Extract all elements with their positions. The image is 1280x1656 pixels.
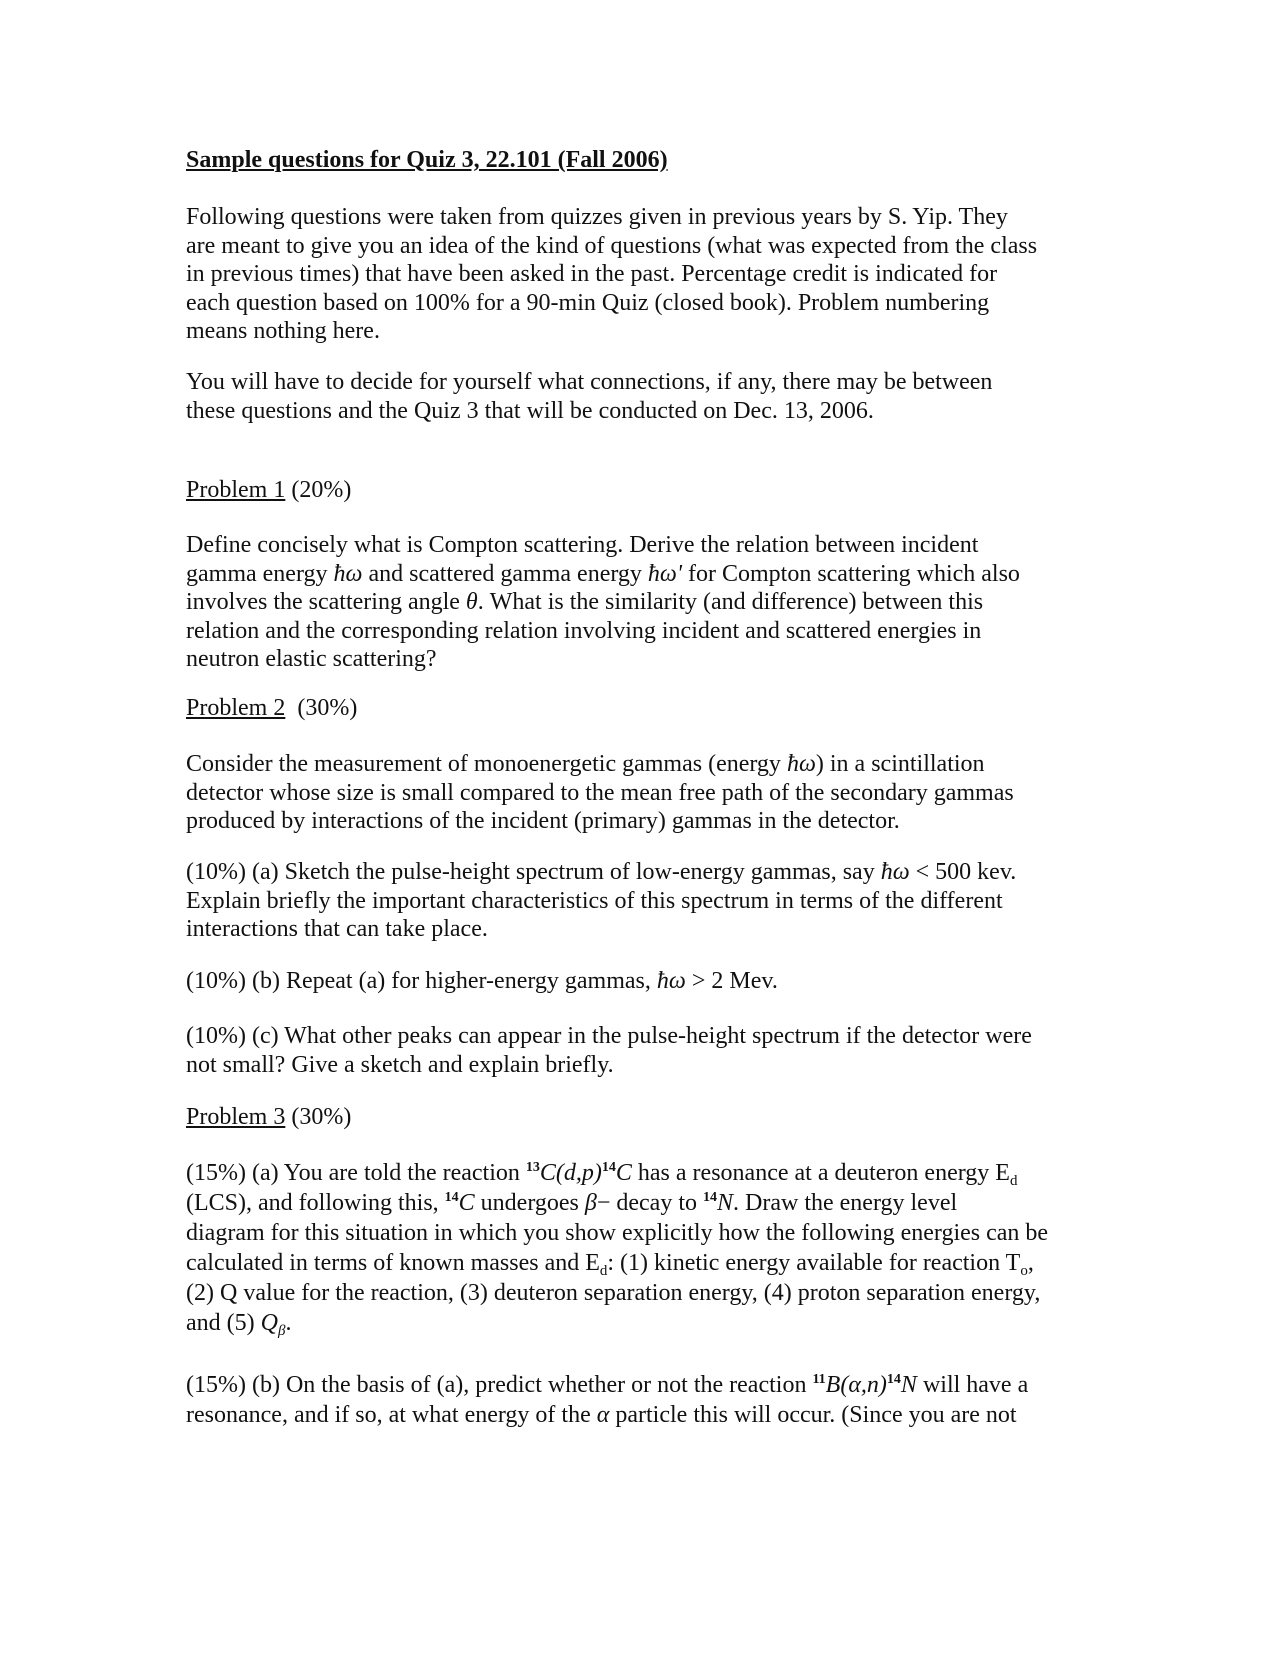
math-theta: θ [465, 589, 478, 615]
text-run: (10%) (b) Repeat (a) for higher-energy gammas, [186, 968, 657, 994]
mass-number: 14 [601, 1160, 616, 1175]
math-nucleus: C [615, 1160, 632, 1186]
problem-2a [186, 858, 1106, 944]
text-line [186, 858, 1106, 887]
math-hbar-omega: ħω [656, 968, 686, 994]
text-line: Following questions were taken from quizzes given in previous years by S. Yip. They [186, 204, 1008, 230]
text-run: ) in a scintillation [815, 751, 985, 777]
problem-2c [186, 1022, 1106, 1079]
problem-label: Problem 3 [186, 1104, 286, 1130]
math-nucleus: N [717, 1190, 734, 1216]
text-run: . Draw the energy level [733, 1190, 958, 1216]
text-line [186, 560, 1106, 589]
text-run: , [1027, 1250, 1034, 1276]
text-line: not small? Give a sketch and explain briefly. [186, 1051, 614, 1078]
mass-number: 14 [444, 1190, 459, 1205]
intro-paragraph-2 [186, 368, 1106, 425]
math-alpha: α [596, 1402, 610, 1428]
mass-number: 13 [525, 1160, 540, 1175]
text-line: detector whose size is small compared to the mean free path of the secondary gammas [186, 779, 1014, 806]
text-run: > 2 Mev. [685, 968, 778, 994]
text-line: neutron elastic scattering? [186, 646, 437, 672]
math-hbar-omega: ħω [333, 560, 363, 587]
problem-2b [186, 967, 1106, 996]
text-line: (10%) (c) What other peaks can appear in the pulse-height spectrum if the detector were [186, 1023, 1032, 1049]
text-line: in previous times) that have been asked in the past. Percentage credit is indicated for [186, 261, 998, 287]
text-run: and (5) [186, 1310, 261, 1336]
math-hbar-omega: ħω [880, 859, 910, 885]
text-run: for Compton scattering which also [681, 560, 1020, 587]
text-run: (LCS), and following this, [186, 1190, 445, 1216]
text-run: (10%) (a) Sketch the pulse-height spectrum of low-energy gammas, say [186, 859, 881, 885]
text-line: these questions and the Quiz 3 that will be conducted on Dec. 13, 2006. [186, 397, 874, 424]
page-title [186, 146, 1106, 175]
text-run: (15%) (b) On the basis of (a), predict whether or not the reaction [186, 1372, 813, 1398]
mass-number: 14 [886, 1372, 901, 1387]
text-line [186, 1188, 1106, 1218]
text-line: means nothing here. [186, 318, 380, 344]
problem-label: Problem 1 [186, 477, 286, 503]
text-run: gamma energy [186, 560, 334, 587]
mass-number: 14 [703, 1190, 717, 1205]
text-line: produced by interactions of the incident (primary) gammas in the detector. [186, 808, 900, 834]
mass-number: 11 [812, 1372, 826, 1387]
math-hbar-omega: ħω [786, 751, 816, 777]
text-line: Explain briefly the important characteristics of this spectrum in terms of the different [186, 887, 1003, 914]
text-run: resonance, and if so, at what energy of the [186, 1402, 597, 1428]
math-reaction: C(d,p) [539, 1160, 602, 1186]
math-beta: β [584, 1190, 597, 1216]
problem-label: Problem 2 [186, 695, 286, 721]
text-run: < 500 kev. [909, 859, 1017, 885]
problem-1-text [186, 531, 1106, 674]
subscript: d [1009, 1173, 1018, 1189]
text-run: Consider the measurement of monoenergetic gammas (energy [186, 751, 787, 777]
text-line [186, 588, 1106, 617]
text-line [186, 1370, 1106, 1400]
problem-3a [186, 1158, 1106, 1338]
text-run: calculated in terms of known masses and E [186, 1250, 600, 1276]
problem-credit: (30%) [291, 1104, 352, 1130]
text-line [186, 967, 1106, 996]
text-run: − decay to [596, 1190, 703, 1216]
math-nucleus: N [900, 1372, 917, 1398]
title-text: Sample questions for Quiz 3, 22.101 (Fall 2006) [186, 147, 668, 173]
text-line [186, 1248, 1106, 1278]
text-line: relation and the corresponding relation involving incident and scattered energies in [186, 617, 982, 644]
text-run: . What is the similarity (and difference) between this [477, 589, 984, 615]
text-run: will have a [916, 1372, 1029, 1398]
text-run: . [285, 1310, 292, 1336]
text-line: Define concisely what is Compton scattering. Derive the relation between incident [186, 532, 979, 558]
text-run: particle this will occur. (Since you are not [609, 1402, 1017, 1428]
text-line [186, 750, 1106, 779]
subscript: d [599, 1263, 608, 1279]
text-line [186, 1158, 1106, 1188]
text-run: undergoes [474, 1190, 585, 1216]
math-reaction: B(α,n) [825, 1372, 887, 1398]
text-line [186, 1308, 1106, 1338]
problem-credit: (30%) [297, 695, 358, 721]
text-line [186, 1400, 1106, 1430]
math-q: Q [260, 1310, 278, 1336]
text-line: You will have to decide for yourself what connections, if any, there may be between [186, 369, 993, 395]
text-line: are meant to give you an idea of the kind of questions (what was expected from the class [186, 232, 1038, 259]
subscript: o [1020, 1263, 1028, 1279]
text-run: and scattered gamma energy [362, 560, 648, 587]
problem-3-heading [186, 1103, 1106, 1132]
problem-2-intro [186, 750, 1106, 836]
text-line: each question based on 100% for a 90-min Quiz (closed book). Problem numbering [186, 289, 990, 316]
text-run: : (1) kinetic energy available for reaction T [607, 1250, 1021, 1276]
math-hbar-omega-prime: ħω' [647, 560, 682, 587]
problem-1-heading [186, 476, 1106, 505]
math-nucleus: C [458, 1190, 475, 1216]
text-run: has a resonance at a deuteron energy E [631, 1160, 1010, 1186]
problem-credit: (20%) [291, 477, 352, 503]
text-run: (15%) (a) You are told the reaction [186, 1160, 526, 1186]
text-run: involves the scattering angle [186, 589, 466, 615]
text-line: (2) Q value for the reaction, (3) deuteron separation energy, (4) proton separation energy, [186, 1280, 1041, 1306]
problem-2-heading [186, 694, 1106, 723]
text-line: interactions that can take place. [186, 916, 488, 942]
intro-paragraph-1 [186, 203, 1106, 346]
text-line: diagram for this situation in which you show explicitly how the following energies can be [186, 1220, 1049, 1246]
problem-3b [186, 1370, 1106, 1430]
subscript: β [277, 1323, 286, 1339]
